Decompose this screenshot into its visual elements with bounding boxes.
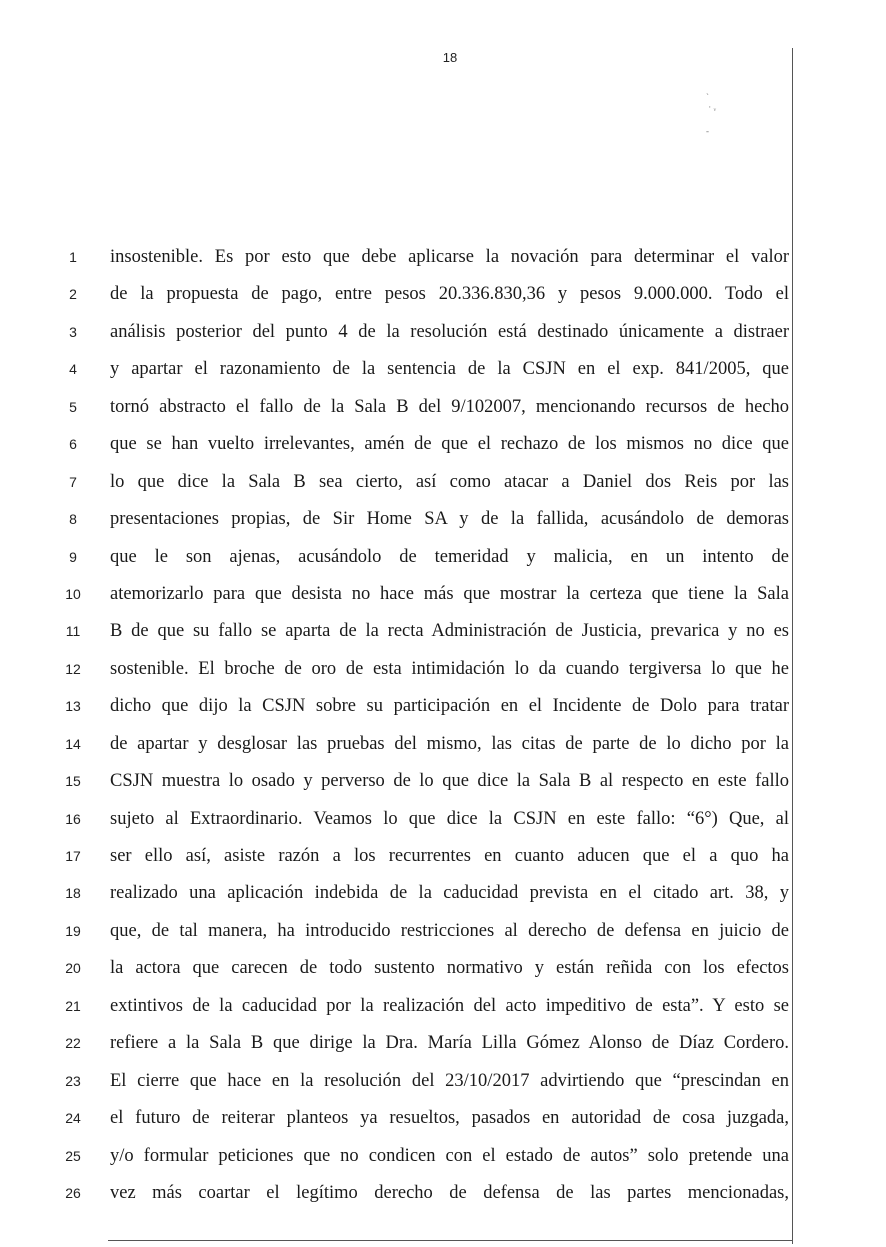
text-line: el futuro de reiterar planteos ya resueltos, pasados en autoridad de cosa juzgada, xyxy=(110,1108,789,1129)
line-number: 20 xyxy=(65,960,81,977)
line-number: 16 xyxy=(65,810,81,827)
text-line: de la propuesta de pago, entre pesos 20.336.830,36 y pesos 9.000.000. Todo el xyxy=(110,284,789,305)
line-number: 1 xyxy=(69,249,77,265)
text-line: ser ello así, asiste razón a los recurrentes en cuanto aducen que el a quo ha xyxy=(110,846,789,866)
line-number: 3 xyxy=(69,323,77,340)
text-line: que le son ajenas, acusándolo de temeridad y malicia, en un intento de xyxy=(110,546,789,567)
line-number: 6 xyxy=(69,436,77,453)
text-line: realizado una aplicación indebida de la caducidad prevista en el citado art. 38, y xyxy=(110,883,789,904)
line-number: 9 xyxy=(69,548,77,565)
line-number: 26 xyxy=(65,1184,81,1201)
bottom-rule xyxy=(108,1240,793,1241)
text-line: atemorizarlo para que desista no hace más que mostrar la certeza que tiene la Sala xyxy=(110,583,789,604)
line-number: 19 xyxy=(65,922,81,939)
text-line: que se han vuelto irrelevantes, amén de que el rechazo de los mismos no dice que xyxy=(110,434,789,455)
text-line: y apartar el razonamiento de la sentencia de la CSJN en el exp. 841/2005, que xyxy=(110,359,789,380)
line-number: 18 xyxy=(65,885,81,902)
line-number: 25 xyxy=(65,1147,81,1164)
text-line: lo que dice la Sala B sea cierto, así como atacar a Daniel dos Reis por las xyxy=(110,471,789,492)
text-line: vez más coartar el legítimo derecho de defensa de las partes mencionadas, xyxy=(110,1182,789,1203)
line-number: 7 xyxy=(69,473,77,490)
body-text xyxy=(110,245,789,1218)
text-line: CSJN muestra lo osado y perverso de lo que dice la Sala B al respecto en este fallo xyxy=(110,771,789,792)
text-line: insostenible. Es por esto que debe aplicarse la novación para determinar el valor xyxy=(110,247,789,267)
line-number: 22 xyxy=(65,1035,81,1052)
text-line: El cierre que hace en la resolución del 23/10/2017 advirtiendo que “prescindan en xyxy=(110,1070,789,1091)
scan-marks: ` · ᵥ - xyxy=(706,92,717,136)
text-line: sujeto al Extraordinario. Veamos lo que dice la CSJN en este fallo: “6°) Que, al xyxy=(110,808,789,829)
line-number: 8 xyxy=(69,511,77,528)
line-number: 2 xyxy=(69,286,77,303)
text-line: sostenible. El broche de oro de esta intimidación lo da cuando tergiversa lo que he xyxy=(110,658,789,679)
line-number: 13 xyxy=(65,698,81,715)
text-line: tornó abstracto el fallo de la Sala B del 9/102007, mencionando recursos de hecho xyxy=(110,396,789,417)
line-number: 24 xyxy=(65,1110,81,1127)
line-number: 17 xyxy=(65,848,81,864)
text-line: refiere a la Sala B que dirige la Dra. María Lilla Gómez Alonso de Díaz Cordero. xyxy=(110,1033,789,1054)
text-line: que, de tal manera, ha introducido restricciones al derecho de defensa en juicio de xyxy=(110,920,789,941)
line-number: 21 xyxy=(65,997,81,1014)
page-number: 18 xyxy=(442,50,458,65)
text-line: dicho que dijo la CSJN sobre su participación en el Incidente de Dolo para tratar xyxy=(110,696,789,717)
line-number: 4 xyxy=(69,361,77,378)
text-line: análisis posterior del punto 4 de la resolución está destinado únicamente a distraer xyxy=(110,321,789,342)
text-line: y/o formular peticiones que no condicen con el estado de autos” solo pretende una xyxy=(110,1145,789,1166)
text-line: de apartar y desglosar las pruebas del mismo, las citas de parte de lo dicho por la xyxy=(110,733,789,754)
line-numbers xyxy=(58,245,88,1218)
text-line: B de que su fallo se aparta de la recta Administración de Justicia, prevarica y no es xyxy=(110,621,789,642)
line-number: 14 xyxy=(65,735,81,752)
line-number: 5 xyxy=(69,398,77,415)
line-number: 23 xyxy=(65,1072,81,1089)
text-line: presentaciones propias, de Sir Home SA y de la fallida, acusándolo de demoras xyxy=(110,509,789,530)
text-line: la actora que carecen de todo sustento normativo y están reñida con los efectos xyxy=(110,958,789,979)
line-number: 15 xyxy=(65,773,81,790)
text-line: extintivos de la caducidad por la realización del acto impeditivo de esta”. Y esto se xyxy=(110,995,789,1016)
line-number: 12 xyxy=(65,660,81,677)
right-margin-rule xyxy=(792,48,793,1244)
line-number: 11 xyxy=(65,623,81,640)
line-number: 10 xyxy=(65,585,81,602)
